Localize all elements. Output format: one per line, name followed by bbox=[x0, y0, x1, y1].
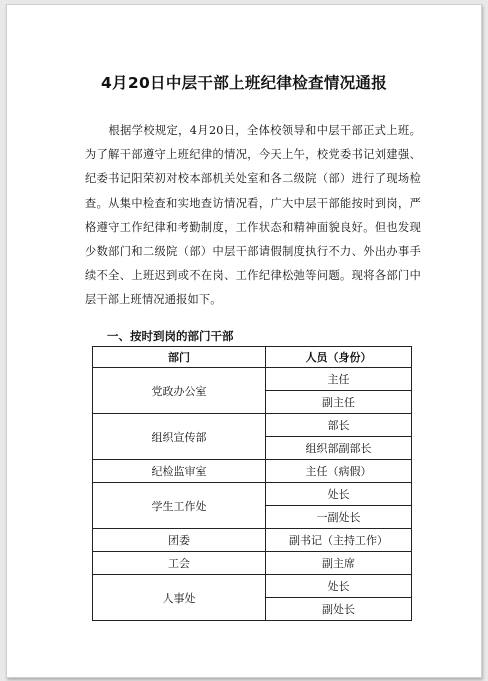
staff-table bbox=[92, 346, 412, 621]
department-cell: 工会 bbox=[93, 552, 266, 575]
department-cell: 组织宣传部 bbox=[93, 414, 266, 460]
personnel-cell: 处长 bbox=[266, 575, 412, 598]
body-paragraph: 根据学校规定，4月20日，全体校领导和中层干部正式上班。为了解干部遵守上班纪律的情况，今天上午，校党委书记刘建强、纪委书记阳荣初对校本部机关处室和各二级院（部）进行了现场检查。从集中检查和实地查访情况看，广大中层干部能按时到岗，严格遵守工作纪律和考勤制度，工作状态和精神面貌良好。但也发现少数部门和二级院（部）中层干部请假制度执行不力、外出办事手续不全、上班迟到或不在岗、工作纪律松弛等问题。现将各部门中层干部上班情况通报如下。 bbox=[85, 124, 421, 307]
column-header-personnel: 人员（身份） bbox=[266, 347, 412, 368]
table-row bbox=[93, 575, 412, 598]
personnel-cell: 副主席 bbox=[266, 552, 412, 575]
personnel-cell: 主任 bbox=[266, 368, 412, 391]
table-row bbox=[93, 368, 412, 391]
personnel-cell: 主任（病假） bbox=[266, 460, 412, 483]
table-row bbox=[93, 483, 412, 506]
personnel-cell: 一副处长 bbox=[266, 506, 412, 529]
table-row bbox=[93, 414, 412, 437]
personnel-cell: 副书记（主持工作） bbox=[266, 529, 412, 552]
table-header-row bbox=[93, 347, 412, 368]
column-header-department: 部门 bbox=[93, 347, 266, 368]
department-cell: 纪检监审室 bbox=[93, 460, 266, 483]
personnel-cell: 处长 bbox=[266, 483, 412, 506]
department-cell: 学生工作处 bbox=[93, 483, 266, 529]
table-row bbox=[93, 460, 412, 483]
document-title: 4月20日中层干部上班纪律检查情况通报 bbox=[100, 74, 388, 92]
section-heading: 一、按时到岗的部门干部 bbox=[107, 329, 234, 343]
department-cell: 党政办公室 bbox=[93, 368, 266, 414]
department-cell: 人事处 bbox=[93, 575, 266, 621]
document-page bbox=[6, 4, 482, 678]
table-row bbox=[93, 552, 412, 575]
personnel-cell: 部长 bbox=[266, 414, 412, 437]
table-row bbox=[93, 529, 412, 552]
personnel-cell: 组织部副部长 bbox=[266, 437, 412, 460]
personnel-cell: 副主任 bbox=[266, 391, 412, 414]
department-cell: 团委 bbox=[93, 529, 266, 552]
personnel-cell: 副处长 bbox=[266, 598, 412, 621]
